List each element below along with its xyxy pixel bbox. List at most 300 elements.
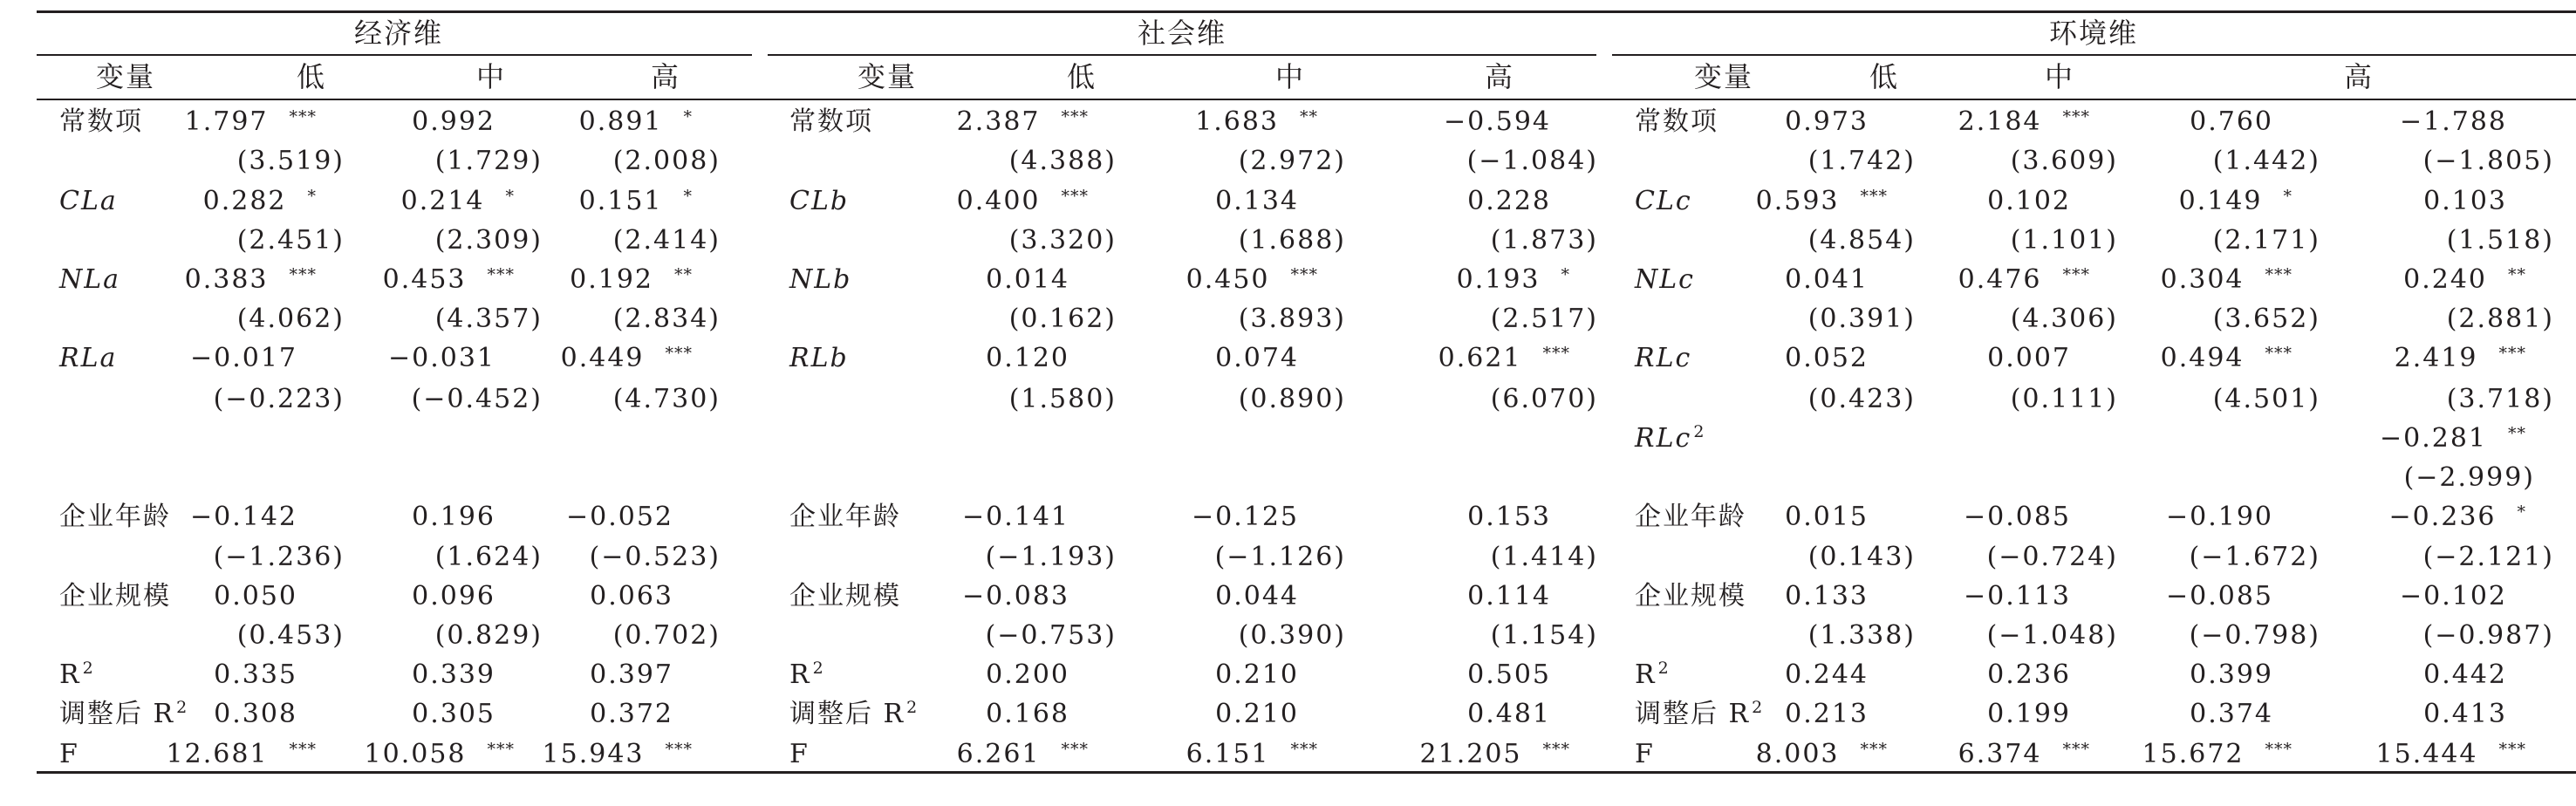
cell-adjr2-4 bbox=[1215, 699, 1337, 730]
cell-age_t-7-text: (−0.724) bbox=[1986, 542, 2118, 572]
cell-cl_t-3-text: (3.320) bbox=[1008, 225, 1117, 256]
cell-adjr2-2 bbox=[590, 699, 712, 730]
cell-size-1 bbox=[412, 581, 534, 612]
cell-nl_t-9-text: (2.881) bbox=[2446, 304, 2554, 334]
cell-cl-7 bbox=[1987, 186, 2109, 217]
cell-f-4-significance: *** bbox=[1290, 740, 1318, 759]
cell-age-6-text: 0.015 bbox=[1785, 502, 1869, 532]
cell-cl_t-4-text: (1.688) bbox=[1238, 225, 1346, 256]
cell-cl-8-text: 0.149 bbox=[2178, 186, 2263, 216]
cell-rl2-t bbox=[2404, 462, 2554, 494]
cell-cl-9 bbox=[2423, 186, 2545, 217]
cell-const-0-significance: *** bbox=[289, 107, 317, 126]
var-header-1 bbox=[858, 61, 917, 92]
row-label-r2-0 bbox=[59, 659, 95, 691]
cell-const_t-3-text: (4.388) bbox=[1008, 146, 1117, 176]
cell-cl-3-text: 0.400 bbox=[956, 186, 1041, 216]
cell-rl-8-significance: *** bbox=[2265, 344, 2292, 363]
cell-size_t-1 bbox=[435, 620, 543, 652]
cell-rl-9 bbox=[2395, 343, 2545, 374]
cell-cl_t-6-text: (4.854) bbox=[1807, 225, 1916, 256]
header-rule bbox=[37, 99, 2576, 100]
cell-age-2 bbox=[566, 502, 712, 533]
cell-r2-7 bbox=[1987, 659, 2109, 691]
row-label-const-1-text: 常数项 bbox=[789, 106, 873, 137]
cell-age-2-text: −0.052 bbox=[565, 502, 673, 532]
cell-rl_t-2-text: (4.730) bbox=[612, 384, 721, 414]
cell-adjr2-1 bbox=[412, 699, 534, 730]
level-header-2-0 bbox=[1869, 61, 1899, 92]
row-label-cl-0-text: CLa bbox=[59, 186, 118, 216]
cell-nl_t-7-text: (4.306) bbox=[2010, 304, 2118, 334]
level-header-1-0 bbox=[1067, 61, 1097, 92]
cell-size-4 bbox=[1215, 581, 1337, 612]
cell-nl-0-text: 0.383 bbox=[184, 264, 269, 295]
cell-cl-0 bbox=[203, 186, 336, 217]
cell-f-8-text: 15.672 bbox=[2142, 739, 2245, 769]
cell-nl_t-8-text: (3.652) bbox=[2212, 304, 2320, 334]
cell-nl-1-text: 0.453 bbox=[382, 264, 467, 295]
cell-r2-1-text: 0.339 bbox=[412, 659, 495, 690]
cell-rl_t-1-text: (−0.452) bbox=[411, 384, 543, 414]
cell-nl-5-text: 0.193 bbox=[1456, 264, 1541, 295]
cell-size-8-text: −0.085 bbox=[2165, 581, 2273, 611]
cell-nl_t-6 bbox=[1808, 304, 1916, 335]
row-label-nl-0-text: NLa bbox=[59, 264, 121, 295]
cell-rl_t-9 bbox=[2447, 384, 2554, 415]
cell-const-5 bbox=[1444, 106, 1589, 138]
cell-age-1-text: 0.196 bbox=[412, 502, 495, 532]
cell-r2-1 bbox=[412, 659, 534, 691]
cell-nl-8-significance: *** bbox=[2265, 265, 2292, 284]
cell-cl_t-8-text: (2.171) bbox=[2212, 225, 2320, 256]
cell-nl_t-5-text: (2.517) bbox=[1490, 304, 1598, 334]
cell-age-8-text: −0.190 bbox=[2165, 502, 2273, 532]
cell-age-3-text: −0.141 bbox=[961, 502, 1069, 532]
cell-const_t-4-text: (2.972) bbox=[1238, 146, 1346, 176]
cell-size_t-6-text: (1.338) bbox=[1807, 620, 1916, 651]
cell-cl_t-7-text: (1.101) bbox=[2010, 225, 2118, 256]
cell-size_t-2-text: (0.702) bbox=[612, 620, 721, 651]
cell-const-3-significance: *** bbox=[1061, 107, 1089, 126]
cell-cl_t-9-text: (1.518) bbox=[2446, 225, 2554, 256]
cell-size-4-text: 0.044 bbox=[1215, 581, 1299, 611]
cell-cl-9-text: 0.103 bbox=[2423, 186, 2507, 216]
cell-age-3 bbox=[962, 502, 1108, 533]
cell-rl_t-8 bbox=[2213, 384, 2320, 415]
cell-const-2-text: 0.891 bbox=[578, 106, 663, 137]
level-header-0-1 bbox=[476, 61, 506, 92]
cell-const-9 bbox=[2400, 106, 2545, 138]
cell-size_t-3 bbox=[986, 620, 1117, 652]
row-label-const-0-text: 常数项 bbox=[59, 106, 143, 137]
level-header-2-1 bbox=[2045, 61, 2074, 92]
cell-const-6 bbox=[1785, 106, 1907, 138]
cell-rl_t-6 bbox=[1808, 384, 1916, 415]
row-label-const-2-text: 常数项 bbox=[1635, 106, 1718, 137]
cell-f-2-text: 15.943 bbox=[542, 739, 645, 769]
row-label-nl-2 bbox=[1635, 264, 1695, 296]
cell-size_t-0-text: (0.453) bbox=[236, 620, 345, 651]
cell-age-1 bbox=[412, 502, 534, 533]
level-header-1-1 bbox=[1275, 61, 1305, 92]
cell-r2-5-text: 0.505 bbox=[1467, 659, 1551, 690]
cell-size-5 bbox=[1467, 581, 1589, 612]
cell-age_t-6-text: (0.143) bbox=[1807, 542, 1916, 572]
cell-rl_t-4 bbox=[1239, 384, 1346, 415]
row-label-nl-2-text: NLc bbox=[1635, 264, 1695, 295]
cell-nl_t-5 bbox=[1491, 304, 1598, 335]
cell-const_t-0-text: (3.519) bbox=[236, 146, 345, 176]
cell-rl-3 bbox=[986, 343, 1108, 374]
cell-rl-7-text: 0.007 bbox=[1987, 343, 2071, 373]
cell-nl-2-text: 0.192 bbox=[570, 264, 653, 295]
cell-const_t-1 bbox=[435, 146, 543, 177]
cell-cl_t-5 bbox=[1491, 225, 1598, 256]
cell-cl_t-8 bbox=[2213, 225, 2320, 256]
cell-cl_t-4 bbox=[1239, 225, 1346, 256]
row-label-r2-1-superscript: 2 bbox=[812, 659, 825, 678]
group-rule-environment bbox=[1612, 54, 2576, 56]
cell-size-2 bbox=[590, 581, 712, 612]
cell-const-2 bbox=[579, 106, 712, 138]
cell-r2-6-text: 0.244 bbox=[1785, 659, 1869, 690]
cell-rl-9-significance: *** bbox=[2498, 344, 2526, 363]
row-label-r2-0-text: R bbox=[59, 659, 81, 690]
row-label-f-2-text: F bbox=[1635, 739, 1655, 769]
cell-age_t-1 bbox=[435, 542, 543, 573]
row-label-nl-0 bbox=[59, 264, 120, 296]
cell-rl-4 bbox=[1215, 343, 1337, 374]
cell-size_t-0 bbox=[237, 620, 345, 652]
row-label-adjr2-1 bbox=[789, 699, 919, 730]
cell-age_t-3 bbox=[986, 542, 1117, 573]
cell-f-1 bbox=[365, 739, 534, 770]
group-title-0 bbox=[354, 17, 443, 49]
cell-size_t-2 bbox=[613, 620, 721, 652]
cell-r2-3-text: 0.200 bbox=[986, 659, 1069, 690]
cell-age-4 bbox=[1192, 502, 1337, 533]
cell-rl-0 bbox=[190, 343, 336, 374]
cell-const-8-text: 0.760 bbox=[2190, 106, 2273, 137]
cell-size_t-8 bbox=[2190, 620, 2320, 652]
row-label-age-2-text: 企业年龄 bbox=[1635, 502, 1746, 532]
cell-nl_t-9 bbox=[2447, 304, 2554, 335]
cell-size-5-text: 0.114 bbox=[1467, 581, 1551, 611]
cell-rl-2 bbox=[561, 343, 712, 374]
cell-cl-6-significance: *** bbox=[1860, 187, 1888, 206]
cell-nl-4 bbox=[1186, 264, 1337, 296]
cell-age_t-0 bbox=[214, 542, 345, 573]
cell-cl-0-text: 0.282 bbox=[202, 186, 287, 216]
cell-nl_t-4 bbox=[1239, 304, 1346, 335]
cell-age-0-text: −0.142 bbox=[189, 502, 297, 532]
row-label-size-2 bbox=[1635, 581, 1746, 612]
row-label-age-0-text: 企业年龄 bbox=[59, 502, 171, 532]
cell-f-3-significance: *** bbox=[1061, 740, 1089, 759]
cell-size_t-7 bbox=[1987, 620, 2118, 652]
row-label-adjr2-0-text: 调整后 R bbox=[59, 699, 175, 729]
row-label-r2-2-text: R bbox=[1635, 659, 1657, 690]
cell-rl2 bbox=[2380, 423, 2545, 454]
cell-nl-3-text: 0.014 bbox=[986, 264, 1069, 295]
cell-r2-0 bbox=[214, 659, 336, 691]
cell-rl_t-1 bbox=[412, 384, 543, 415]
cell-cl_t-1 bbox=[435, 225, 543, 256]
cell-rl-2-text: 0.449 bbox=[560, 343, 645, 373]
cell-size_t-6 bbox=[1808, 620, 1916, 652]
cell-size_t-8-text: (−0.798) bbox=[2189, 620, 2320, 651]
cell-const_t-6-text: (1.742) bbox=[1807, 146, 1916, 176]
cell-size-9 bbox=[2400, 581, 2545, 612]
cell-nl-4-text: 0.450 bbox=[1186, 264, 1270, 295]
row-label-f-2 bbox=[1635, 739, 1655, 770]
cell-f-0 bbox=[167, 739, 336, 770]
cell-adjr2-9-text: 0.413 bbox=[2423, 699, 2507, 729]
cell-size-3 bbox=[962, 581, 1108, 612]
row-label-adjr2-0 bbox=[59, 699, 188, 730]
group-rule-economic bbox=[37, 54, 752, 56]
cell-const_t-4 bbox=[1239, 146, 1346, 177]
cell-size_t-7-text: (−1.048) bbox=[1986, 620, 2118, 651]
cell-age_t-2 bbox=[590, 542, 721, 573]
cell-nl-9 bbox=[2403, 264, 2545, 296]
cell-adjr2-3-text: 0.168 bbox=[986, 699, 1069, 729]
cell-r2-2-text: 0.397 bbox=[590, 659, 673, 690]
cell-cl-3-significance: *** bbox=[1061, 187, 1089, 206]
cell-age_t-8 bbox=[2190, 542, 2320, 573]
row-label-r2-1 bbox=[789, 659, 825, 691]
level-header-2-1-text: 中 bbox=[2044, 60, 2075, 93]
row-label-nl-1 bbox=[789, 264, 851, 296]
cell-r2-2 bbox=[590, 659, 712, 691]
cell-age-7-text: −0.085 bbox=[1963, 502, 2071, 532]
cell-cl_t-3 bbox=[1009, 225, 1117, 256]
top-rule bbox=[37, 10, 2576, 13]
row-label-size-1 bbox=[789, 581, 901, 612]
var-header-0-text: 变量 bbox=[95, 60, 156, 93]
cell-const-2-significance: * bbox=[683, 107, 693, 126]
cell-nl-6 bbox=[1785, 264, 1907, 296]
cell-size-6-text: 0.133 bbox=[1785, 581, 1869, 611]
row-label-cl-2 bbox=[1635, 186, 1692, 217]
cell-r2-6 bbox=[1785, 659, 1907, 691]
cell-cl_t-5-text: (1.873) bbox=[1490, 225, 1598, 256]
row-label-f-1 bbox=[789, 739, 810, 770]
cell-age-9-significance: * bbox=[2517, 502, 2526, 522]
cell-nl_t-2-text: (2.834) bbox=[612, 304, 721, 334]
bottom-rule bbox=[37, 771, 2576, 774]
cell-rl_t-7 bbox=[2011, 384, 2118, 415]
cell-rl-6 bbox=[1785, 343, 1907, 374]
cell-rl-5 bbox=[1438, 343, 1589, 374]
cell-const_t-2 bbox=[613, 146, 721, 177]
row-label-r2-0-superscript: 2 bbox=[82, 659, 95, 678]
level-header-1-0-text: 低 bbox=[1066, 60, 1097, 93]
cell-rl_t-8-text: (4.501) bbox=[2212, 384, 2320, 414]
cell-age_t-9 bbox=[2423, 542, 2554, 573]
cell-f-6-text: 8.003 bbox=[1755, 739, 1840, 769]
cell-f-9-significance: *** bbox=[2498, 740, 2526, 759]
cell-const_t-7 bbox=[2011, 146, 2118, 177]
row-label-f-1-text: F bbox=[789, 739, 810, 769]
cell-r2-7-text: 0.236 bbox=[1987, 659, 2071, 690]
cell-const_t-8 bbox=[2213, 146, 2320, 177]
cell-cl_t-1-text: (2.309) bbox=[434, 225, 543, 256]
cell-nl-7-text: 0.476 bbox=[1958, 264, 2042, 295]
level-header-0-2-text: 高 bbox=[650, 60, 681, 93]
cell-age_t-2-text: (−0.523) bbox=[589, 542, 721, 572]
cell-size-7-text: −0.113 bbox=[1963, 581, 2071, 611]
cell-const-4-significance: ** bbox=[1300, 107, 1318, 126]
cell-rl2-text: −0.281 bbox=[2379, 423, 2487, 454]
cell-cl-1 bbox=[401, 186, 534, 217]
cell-nl_t-1 bbox=[435, 304, 543, 335]
cell-age-4-text: −0.125 bbox=[1191, 502, 1299, 532]
cell-rl-6-text: 0.052 bbox=[1785, 343, 1869, 373]
row-label-r2-2 bbox=[1635, 659, 1671, 691]
cell-adjr2-0 bbox=[214, 699, 336, 730]
cell-cl_t-2-text: (2.414) bbox=[612, 225, 721, 256]
level-header-0-0 bbox=[297, 61, 326, 92]
cell-nl-0-significance: *** bbox=[289, 265, 317, 284]
cell-cl-6 bbox=[1756, 186, 1907, 217]
cell-age_t-7 bbox=[1987, 542, 2118, 573]
row-label-size-0 bbox=[59, 581, 171, 612]
cell-size-9-text: −0.102 bbox=[2399, 581, 2507, 611]
cell-rl_t-2 bbox=[613, 384, 721, 415]
cell-nl-0 bbox=[185, 264, 336, 296]
row-label-size-1-text: 企业规模 bbox=[789, 581, 901, 611]
cell-rl-3-text: 0.120 bbox=[986, 343, 1069, 373]
row-label-rl-2-text: RLc bbox=[1635, 343, 1692, 373]
cell-f-6-significance: *** bbox=[1860, 740, 1888, 759]
cell-cl-1-significance: * bbox=[505, 187, 515, 206]
row-label-size-2-text: 企业规模 bbox=[1635, 581, 1746, 611]
row-label-cl-0 bbox=[59, 186, 118, 217]
cell-cl-2-text: 0.151 bbox=[578, 186, 663, 216]
cell-nl_t-8 bbox=[2213, 304, 2320, 335]
row-label-rl2 bbox=[1635, 423, 1705, 454]
cell-nl-7-significance: *** bbox=[2062, 265, 2090, 284]
group-title-2-text: 环境维 bbox=[2048, 17, 2139, 50]
cell-size_t-5-text: (1.154) bbox=[1490, 620, 1598, 651]
cell-const_t-9 bbox=[2423, 146, 2554, 177]
var-header-2-text: 变量 bbox=[1693, 60, 1754, 93]
cell-r2-9-text: 0.442 bbox=[2423, 659, 2507, 690]
cell-rl-7 bbox=[1987, 343, 2109, 374]
cell-cl_t-9 bbox=[2447, 225, 2554, 256]
row-label-r2-1-text: R bbox=[789, 659, 811, 690]
cell-cl_t-2 bbox=[613, 225, 721, 256]
cell-rl-1 bbox=[388, 343, 534, 374]
cell-rl-5-text: 0.621 bbox=[1438, 343, 1522, 373]
row-label-f-0 bbox=[59, 739, 79, 770]
cell-adjr2-6-text: 0.213 bbox=[1785, 699, 1869, 729]
cell-size_t-1-text: (0.829) bbox=[434, 620, 543, 651]
cell-nl-9-significance: ** bbox=[2508, 265, 2526, 284]
cell-nl-5 bbox=[1457, 264, 1589, 296]
row-label-adjr2-2 bbox=[1635, 699, 1764, 730]
cell-r2-5 bbox=[1467, 659, 1589, 691]
level-header-1-2 bbox=[1485, 61, 1514, 92]
cell-const-6-text: 0.973 bbox=[1785, 106, 1869, 137]
cell-size_t-9 bbox=[2423, 620, 2554, 652]
cell-nl-4-significance: *** bbox=[1290, 265, 1318, 284]
cell-nl_t-0 bbox=[237, 304, 345, 335]
level-header-1-2-text: 高 bbox=[1484, 60, 1515, 93]
cell-const-3-text: 2.387 bbox=[956, 106, 1041, 137]
cell-age_t-9-text: (−2.121) bbox=[2422, 542, 2554, 572]
row-label-cl-1-text: CLb bbox=[789, 186, 850, 216]
cell-const-1-text: 0.992 bbox=[412, 106, 495, 137]
group-title-0-text: 经济维 bbox=[353, 17, 444, 50]
cell-nl-1-significance: *** bbox=[487, 265, 515, 284]
cell-size_t-9-text: (−0.987) bbox=[2422, 620, 2554, 651]
cell-rl_t-3-text: (1.580) bbox=[1008, 384, 1117, 414]
cell-rl-5-significance: *** bbox=[1542, 344, 1570, 363]
row-label-rl-1 bbox=[789, 343, 849, 374]
cell-nl_t-3 bbox=[1009, 304, 1117, 335]
cell-const-8 bbox=[2190, 106, 2312, 138]
cell-rl-8 bbox=[2161, 343, 2312, 374]
cell-adjr2-1-text: 0.305 bbox=[412, 699, 495, 729]
cell-f-3 bbox=[957, 739, 1108, 770]
cell-nl-3 bbox=[986, 264, 1108, 296]
row-label-rl2-superscript: 2 bbox=[1693, 422, 1706, 441]
cell-rl_t-0 bbox=[214, 384, 345, 415]
row-label-age-1 bbox=[789, 502, 901, 533]
cell-const_t-5-text: (−1.084) bbox=[1466, 146, 1598, 176]
cell-cl-4-text: 0.134 bbox=[1215, 186, 1299, 216]
cell-age_t-4-text: (−1.126) bbox=[1214, 542, 1346, 572]
row-label-size-0-text: 企业规模 bbox=[59, 581, 171, 611]
cell-f-2 bbox=[543, 739, 712, 770]
row-label-const-0 bbox=[59, 106, 143, 138]
row-label-cl-1 bbox=[789, 186, 849, 217]
cell-cl-0-significance: * bbox=[307, 187, 317, 206]
cell-size-3-text: −0.083 bbox=[961, 581, 1069, 611]
cell-adjr2-6 bbox=[1785, 699, 1907, 730]
cell-f-5 bbox=[1420, 739, 1589, 770]
row-label-nl-1-text: NLb bbox=[789, 264, 852, 295]
cell-f-9 bbox=[2376, 739, 2545, 770]
cell-f-6 bbox=[1756, 739, 1907, 770]
group-title-2 bbox=[2049, 17, 2138, 49]
cell-nl-2 bbox=[570, 264, 712, 296]
row-label-const-1 bbox=[789, 106, 873, 138]
row-label-const-2 bbox=[1635, 106, 1718, 138]
level-header-0-0-text: 低 bbox=[296, 60, 327, 93]
cell-nl_t-7 bbox=[2011, 304, 2118, 335]
cell-cl-5 bbox=[1467, 186, 1589, 217]
cell-size-6 bbox=[1785, 581, 1907, 612]
row-label-rl-1-text: RLb bbox=[789, 343, 849, 373]
cell-f-5-significance: *** bbox=[1542, 740, 1570, 759]
cell-age_t-3-text: (−1.193) bbox=[985, 542, 1117, 572]
cell-nl_t-6-text: (0.391) bbox=[1807, 304, 1916, 334]
cell-age_t-5 bbox=[1491, 542, 1598, 573]
cell-r2-8 bbox=[2190, 659, 2312, 691]
var-header-2 bbox=[1694, 61, 1753, 92]
cell-adjr2-3 bbox=[986, 699, 1108, 730]
cell-nl-7 bbox=[1958, 264, 2109, 296]
cell-const-7 bbox=[1958, 106, 2109, 138]
cell-const_t-8-text: (1.442) bbox=[2212, 146, 2320, 176]
cell-const-7-significance: *** bbox=[2062, 107, 2090, 126]
cell-f-2-significance: *** bbox=[665, 740, 693, 759]
cell-const_t-2-text: (2.008) bbox=[612, 146, 721, 176]
